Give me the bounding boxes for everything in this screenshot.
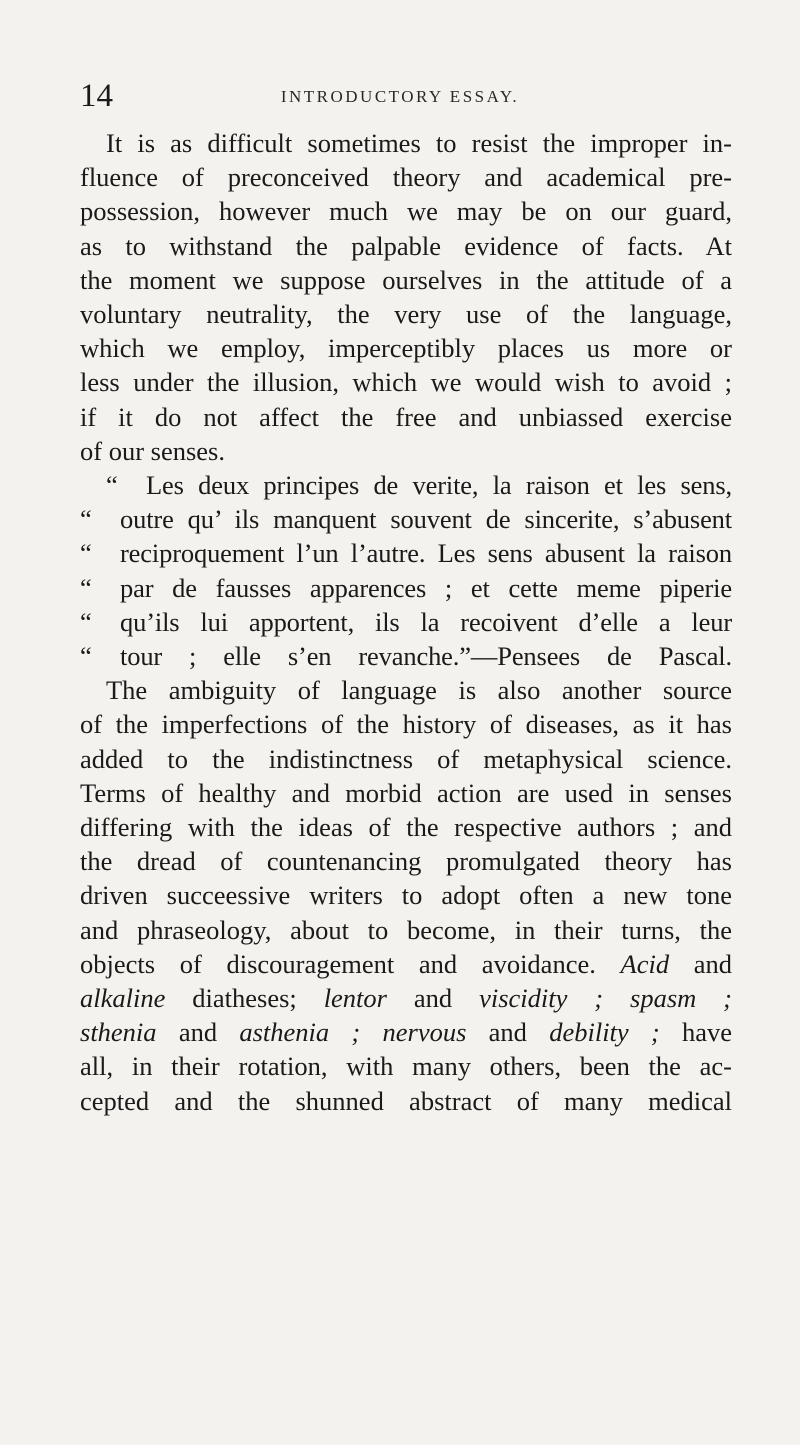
text-line: fluence of preconceived theory and academical pre-	[80, 162, 732, 193]
text-line: which we employ, imperceptibly places us more or	[80, 333, 732, 364]
text-line: voluntary neutrality, the very use of the language,	[80, 299, 732, 330]
text-line: alkaline diatheses; lentor and viscidity ; spasm ;	[80, 983, 733, 1014]
page-number: 14	[80, 78, 113, 114]
quote-line: “ par de fausses apparences ; et cette meme piperie	[80, 572, 732, 603]
text-line: cepted and the shunned abstract of many medical	[80, 1085, 732, 1116]
text-line: added to the indistinctness of metaphysical science.	[80, 743, 732, 774]
text-line: of our senses.	[80, 435, 225, 466]
page-header	[0, 76, 800, 116]
quote-line: “ outre qu’ ils manquent souvent de sincerite, s’abusent	[80, 504, 732, 535]
text-line: of the imperfections of the history of diseases, as it has	[80, 709, 732, 740]
running-head: INTRODUCTORY ESSAY.	[280, 87, 520, 106]
text-line: differing with the ideas of the respective authors ; and	[80, 812, 732, 843]
text-line: all, in their rotation, with many others, been the ac-	[80, 1051, 732, 1082]
text-line: sthenia and asthenia ; nervous and debility ; have	[80, 1017, 733, 1048]
text-line: It is as difficult sometimes to resist the improper in-	[106, 128, 732, 158]
quote-line: “ tour ; elle s’en revanche.”—Pensees de Pascal.	[80, 641, 732, 672]
body-text	[80, 126, 732, 1118]
text-line: the moment we suppose ourselves in the attitude of a	[80, 264, 732, 295]
text-line: possession, however much we may be on our guard,	[80, 196, 732, 227]
text-line: if it do not affect the free and unbiassed exercise	[80, 401, 732, 432]
text-line: and phraseology, about to become, in their turns, the	[80, 914, 732, 945]
text-line: objects of discouragement and avoidance. Acid and	[80, 948, 733, 979]
text-line: Terms of healthy and morbid action are used in senses	[80, 777, 732, 808]
text-line: less under the illusion, which we would wish to avoid ;	[80, 367, 732, 398]
text-line: driven succeessive writers to adopt often a new tone	[80, 880, 732, 911]
quote-line: “ reciproquement l’un l’autre. Les sens abusent la raison	[80, 538, 732, 569]
text-line: as to withstand the palpable evidence of facts. At	[80, 230, 732, 261]
quote-line: “ qu’ils lui apportent, ils la recoivent d’elle a leur	[80, 606, 732, 637]
quote-line: “ Les deux principes de verite, la raison et les sens,	[106, 470, 732, 501]
text-line: The ambiguity of language is also another source	[106, 675, 732, 706]
text-line: the dread of countenancing promulgated theory has	[80, 846, 732, 877]
